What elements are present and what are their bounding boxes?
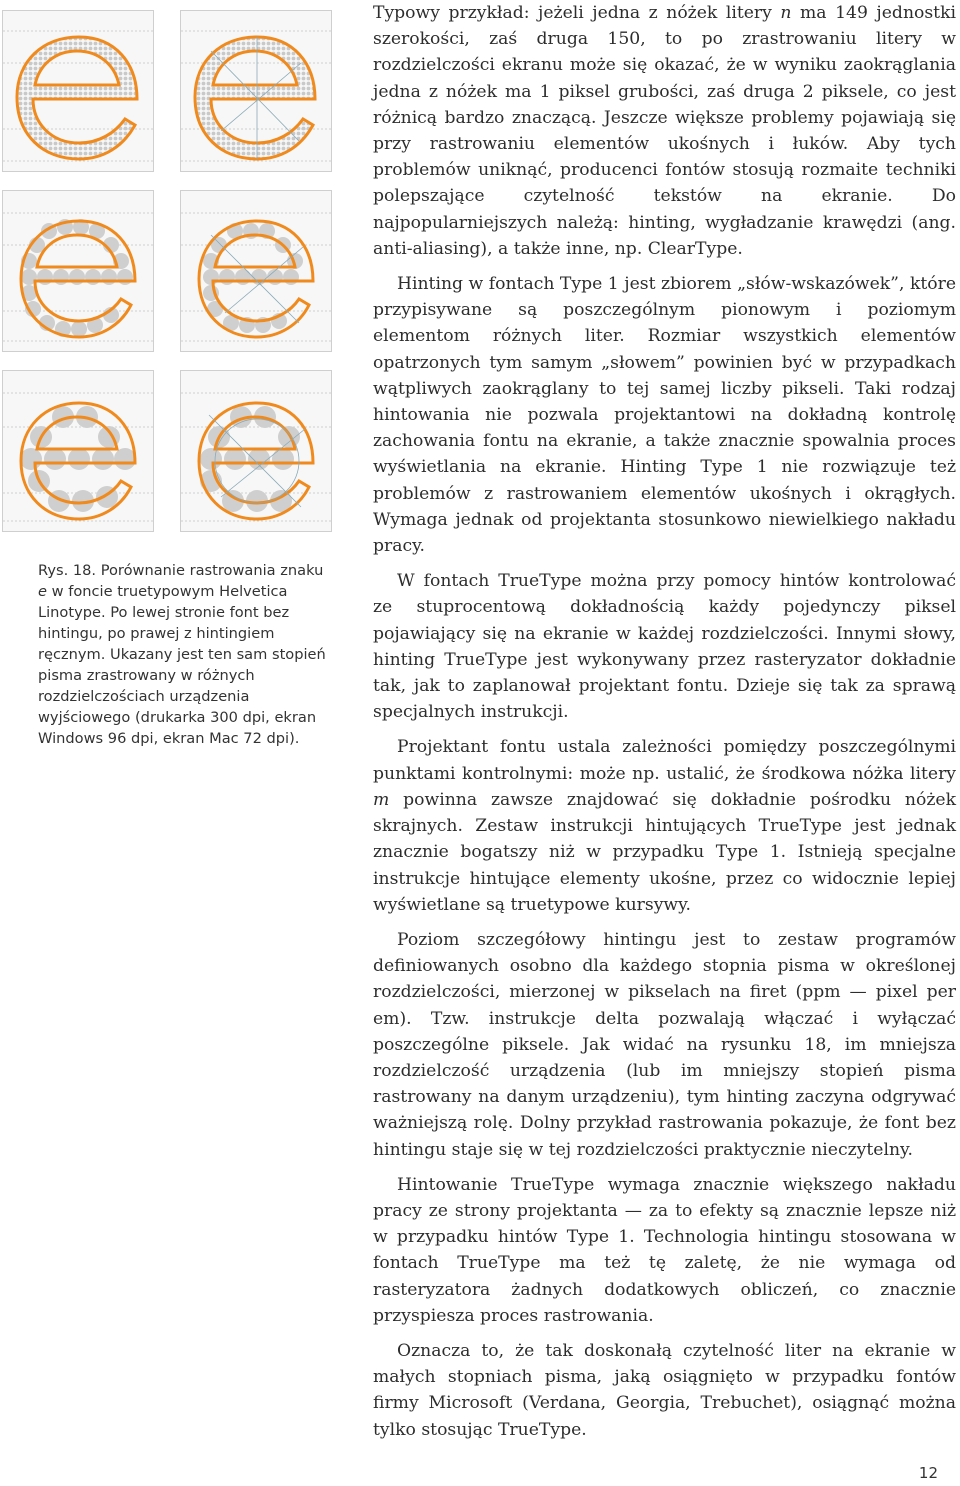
glyph-e-300dpi-unhinted [3, 11, 153, 171]
paragraph-7: Oznacza to, że tak doskonałą czytelność liter na ekranie w małych stopniach pisma, jaką osiągnięto w przypadku fontów firmy Microsoft (Verdana, Georgia, Trebuchet), osiągnąć można tylko stosując TrueType. [373, 1340, 956, 1440]
paragraph-1-part-b: ma 149 jednostki szerokości, zaś druga 150, to po zrastrowaniu litery w rozdzielczości ekranu może się okazać, że w wyniku zaokrąglania jedna z nóżek ma 1 piksel grubości, zaś druga 2 piksele, co jest różnicą bardzo znaczącą. Jeszcze większe problemy pojawiają się przy rastrowaniu elementów ukośnych i łuków. Aby tych problemów uniknąć, producenci fontów stosują rozmaite techniki polepszające czytelność tekstów na ekranie. Do najpopularniejszych należą: hinting, wygładzanie krawędzi (ang. anti-aliasing), a także inne, np. ClearType. [373, 3, 956, 259]
paragraph-4-part-a: Projektant fontu ustala zależności pomiędzy poszczególnymi punktami kontrolnymi: może np. ustalić, że środkowa nóżka litery [373, 737, 956, 784]
glyph-e-72dpi-hinted [181, 371, 331, 531]
paragraph-1 [373, 0, 956, 262]
panel-96dpi-hinted [180, 190, 332, 352]
figure-rasterization-comparison [0, 0, 330, 540]
figure-caption [38, 560, 328, 749]
paragraph-3: W fontach TrueType można przy pomocy hintów kontrolować ze stuprocentową dokładnością każdy pojedynczy piksel pojawiający się na ekranie w każdej rozdzielczości. Innymi słowy, hinting TrueType jest wykonywany przez rasteryzator dokładnie tak, jak to zaplanował projektant fontu. Dzieje się tak za sprawą specjalnych instrukcji. [373, 571, 956, 723]
paragraph-6: Hintowanie TrueType wymaga znacznie większego nakładu pracy ze strony projektanta — za to efekty są znacznie lepsze niż w przypadku hintów Type 1. Technologia hintingu stosowana w fontach TrueType ma też tę zaletę, że nie wymaga od rasteryzatora żadnych dodatkowych obliczeń, co znacznie przyspiesza proces rastrowania. [373, 1174, 956, 1326]
glyph-e-300dpi-hinted [181, 11, 331, 171]
paragraph-4-part-b: powinna zawsze znajdować się dokładnie pośrodku nóżek skrajnych. Zestaw instrukcji hintujących TrueType jest jednak znacznie bogatszy niż w przypadku Type 1. Istnieją specjalne instrukcje hintujące elementy ukośne, przez co widocznie lepiej wyświetlane są truetypowe kursywy. [373, 789, 956, 915]
panel-300dpi-hinted [180, 10, 332, 172]
paragraph-4 [373, 734, 956, 917]
paragraph-5: Poziom szczegółowy hintingu jest to zestaw programów definiowanych osobno dla każdego stopnia pisma w określonej rozdzielczości, mierzonej w pikselach na firet (ppm — pixel per em). Tzw. instrukcje delta pozwalają włączać i wyłączać poszczególne piksele. Jak widać na rysunku 18, im mniejsza rozdzielczość urządzenia (lub im mniejszy stopień pisma rastrowany na danym urządzeniu), tym hinting zaczyna odgrywać ważniejszą rolę. Dolny przykład rastrowania pokazuje, że font bez hintingu staje się w tej rozdzielczości praktycznie nieczytelny. [373, 929, 956, 1160]
panel-72dpi-unhinted [2, 370, 154, 532]
paragraph-2: Hinting w fontach Type 1 jest zbiorem „słów-wskazówek”, które przypisywane są poszczególnym pionowym i poziomym elementom różnych liter. Rozmiar wszystkich elementów opatrzonych tym samym „słowem” powinien być w przypadkach wątpliwych zaokrąglany to tej samej liczby pikseli. Taki rodzaj hintowania nie pozwala projektantowi na dokładną kontrolę zachowania fontu na ekranie, a także znacznie spowalnia proces wyświetlania na ekranie. Hinting Type 1 nie rozwiązuje też problemów z rastrowaniem elementów ukośnych i okrągłych. Wymaga jednak od projektanta stosunkowo niewielkiego nakładu pracy. [373, 274, 956, 557]
caption-rest: w foncie truetypowym Helvetica Linotype. Po lewej stronie font bez hintingu, po prawej z hintingiem ręcznym. Ukazany jest ten sam stopień pisma zrastrowany w różnych rozdzielczościach urządzenia wyjściowego (drukarka 300 dpi, ekran Windows 96 dpi, ekran Mac 72 dpi). [38, 583, 326, 747]
caption-letter: e [38, 583, 47, 600]
glyph-e-96dpi-hinted [181, 191, 331, 351]
body-text [373, 0, 956, 1452]
glyph-e-72dpi-unhinted [3, 371, 153, 531]
caption-prefix: Rys. 18. Porównanie rastrowania znaku [38, 562, 324, 579]
letter-n: n [780, 3, 792, 23]
page-number: 12 [918, 1464, 938, 1482]
panel-72dpi-hinted [180, 370, 332, 532]
panel-96dpi-unhinted [2, 190, 154, 352]
letter-m: m [373, 789, 390, 810]
paragraph-1-part-a: Typowy przykład: jeżeli jedna z nóżek litery [373, 3, 781, 23]
glyph-e-96dpi-unhinted [3, 191, 153, 351]
panel-300dpi-unhinted [2, 10, 154, 172]
